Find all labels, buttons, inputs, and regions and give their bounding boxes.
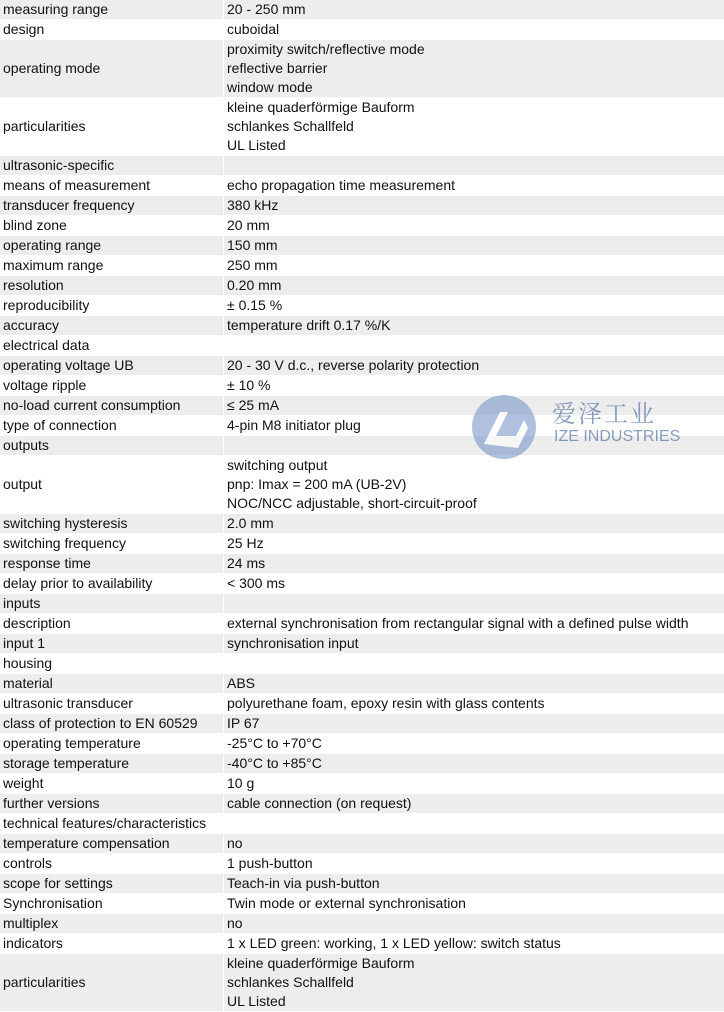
spec-value-line: 1 push-button: [227, 854, 721, 873]
spec-value-line: external synchronisation from rectangular signal with a defined pulse width: [227, 614, 721, 633]
spec-value-line: cuboidal: [227, 20, 721, 39]
spec-row: [0, 634, 724, 654]
spec-key: switching frequency: [0, 534, 224, 554]
spec-row: [0, 614, 724, 634]
spec-key: material: [0, 674, 224, 694]
spec-value-line: 380 kHz: [227, 196, 721, 215]
spec-key: Synchronisation: [0, 894, 224, 914]
spec-value-line: synchronisation input: [227, 634, 721, 653]
spec-value: [224, 376, 724, 396]
spec-key: temperature compensation: [0, 834, 224, 854]
spec-row: [0, 694, 724, 714]
spec-value-line: kleine quaderförmige Bauform: [227, 954, 721, 973]
spec-key: electrical data: [0, 336, 224, 356]
spec-value: [224, 794, 724, 814]
spec-value: [224, 854, 724, 874]
spec-value: [224, 814, 724, 834]
spec-value-line: < 300 ms: [227, 574, 721, 593]
spec-key: operating mode: [0, 40, 224, 98]
spec-value: [224, 654, 724, 674]
spec-value-line: 0.20 mm: [227, 276, 721, 295]
spec-value-line: 25 Hz: [227, 534, 721, 553]
spec-row: [0, 874, 724, 894]
spec-key: indicators: [0, 934, 224, 954]
spec-row: [0, 216, 724, 236]
spec-value: [224, 714, 724, 734]
spec-row: [0, 854, 724, 874]
spec-value: [224, 0, 724, 20]
spec-value-line: -40°C to +85°C: [227, 754, 721, 773]
spec-value-line: cable connection (on request): [227, 794, 721, 813]
spec-value: [224, 296, 724, 316]
spec-value: [224, 156, 724, 176]
spec-key: accuracy: [0, 316, 224, 336]
spec-value-line: -25°C to +70°C: [227, 734, 721, 753]
spec-row: [0, 674, 724, 694]
spec-key: inputs: [0, 594, 224, 614]
spec-value-line: window mode: [227, 78, 721, 97]
spec-value-line: temperature drift 0.17 %/K: [227, 316, 721, 335]
spec-row: [0, 396, 724, 416]
spec-value: [224, 456, 724, 514]
spec-value: [224, 554, 724, 574]
spec-value-line: Teach-in via push-button: [227, 874, 721, 893]
spec-value: [224, 874, 724, 894]
spec-key: multiplex: [0, 914, 224, 934]
spec-row: [0, 40, 724, 98]
spec-key: operating range: [0, 236, 224, 256]
spec-value-line: 2.0 mm: [227, 514, 721, 533]
spec-value-line: 10 g: [227, 774, 721, 793]
spec-row: [0, 336, 724, 356]
spec-value: [224, 694, 724, 714]
spec-value: [224, 774, 724, 794]
spec-key: switching hysteresis: [0, 514, 224, 534]
spec-row: [0, 20, 724, 40]
spec-value-line: UL Listed: [227, 136, 721, 155]
spec-value-line: switching output: [227, 456, 721, 475]
spec-value-line: ≤ 25 mA: [227, 396, 721, 415]
spec-value-line: NOC/NCC adjustable, short-circuit-proof: [227, 494, 721, 513]
spec-key: voltage ripple: [0, 376, 224, 396]
spec-key: controls: [0, 854, 224, 874]
spec-row: [0, 534, 724, 554]
spec-value-line: schlankes Schallfeld: [227, 117, 721, 136]
spec-value-line: 20 - 250 mm: [227, 0, 721, 19]
spec-value: [224, 216, 724, 236]
spec-value: [224, 396, 724, 416]
spec-value-line: 4-pin M8 initiator plug: [227, 416, 721, 435]
spec-value-line: proximity switch/reflective mode: [227, 40, 721, 59]
spec-key: reproducibility: [0, 296, 224, 316]
spec-row: [0, 514, 724, 534]
spec-row: [0, 594, 724, 614]
spec-value-line: reflective barrier: [227, 59, 721, 78]
spec-row: [0, 814, 724, 834]
spec-key: ultrasonic-specific: [0, 156, 224, 176]
spec-row: [0, 774, 724, 794]
spec-key: output: [0, 456, 224, 514]
spec-key: input 1: [0, 634, 224, 654]
spec-value-line: pnp: Imax = 200 mA (UB-2V): [227, 475, 721, 494]
spec-value-line: 24 ms: [227, 554, 721, 573]
spec-row: [0, 376, 724, 396]
spec-row: [0, 954, 724, 1012]
spec-key: delay prior to availability: [0, 574, 224, 594]
spec-row: [0, 574, 724, 594]
spec-value: [224, 614, 724, 634]
spec-key: housing: [0, 654, 224, 674]
spec-row: [0, 714, 724, 734]
spec-value-line: schlankes Schallfeld: [227, 973, 721, 992]
spec-value: [224, 934, 724, 954]
watermark-brand-en: IZE INDUSTRIES: [554, 428, 680, 446]
spec-value-line: ± 0.15 %: [227, 296, 721, 315]
spec-value: [224, 256, 724, 276]
spec-key: type of connection: [0, 416, 224, 436]
spec-value-line: kleine quaderförmige Bauform: [227, 98, 721, 117]
spec-value: [224, 316, 724, 336]
spec-value: [224, 416, 724, 436]
spec-row: [0, 894, 724, 914]
spec-value: [224, 574, 724, 594]
spec-key: description: [0, 614, 224, 634]
spec-value-line: UL Listed: [227, 992, 721, 1011]
spec-value: [224, 436, 724, 456]
spec-row: [0, 754, 724, 774]
watermark-brand-cn: 爱泽工业: [552, 394, 656, 429]
spec-value-line: Twin mode or external synchronisation: [227, 894, 721, 913]
spec-value-line: ± 10 %: [227, 376, 721, 395]
spec-value: [224, 674, 724, 694]
spec-row: [0, 296, 724, 316]
spec-row: [0, 456, 724, 514]
spec-value: [224, 594, 724, 614]
spec-row: [0, 156, 724, 176]
spec-key: maximum range: [0, 256, 224, 276]
spec-key: operating voltage UB: [0, 356, 224, 376]
spec-value-line: 1 x LED green: working, 1 x LED yellow: switch status: [227, 934, 721, 953]
spec-value: [224, 734, 724, 754]
spec-key: scope for settings: [0, 874, 224, 894]
spec-key: response time: [0, 554, 224, 574]
spec-value-line: 250 mm: [227, 256, 721, 275]
spec-key: weight: [0, 774, 224, 794]
spec-row: [0, 416, 724, 436]
spec-value-line: no: [227, 914, 721, 933]
spec-row: [0, 356, 724, 376]
spec-key: technical features/characteristics: [0, 814, 224, 834]
spec-row: [0, 934, 724, 954]
spec-value: [224, 514, 724, 534]
spec-value-line: polyurethane foam, epoxy resin with glass contents: [227, 694, 721, 713]
spec-row: [0, 554, 724, 574]
spec-value-line: 20 - 30 V d.c., reverse polarity protection: [227, 356, 721, 375]
spec-value: [224, 894, 724, 914]
spec-value: [224, 336, 724, 356]
spec-key: measuring range: [0, 0, 224, 20]
spec-key: further versions: [0, 794, 224, 814]
spec-row: [0, 834, 724, 854]
spec-key: no-load current consumption: [0, 396, 224, 416]
spec-value-line: 150 mm: [227, 236, 721, 255]
spec-row: [0, 734, 724, 754]
spec-value-line: echo propagation time measurement: [227, 176, 721, 195]
spec-value: [224, 40, 724, 98]
spec-value-line: IP 67: [227, 714, 721, 733]
spec-row: [0, 98, 724, 156]
spec-value: [224, 176, 724, 196]
spec-key: resolution: [0, 276, 224, 296]
spec-key: class of protection to EN 60529: [0, 714, 224, 734]
spec-key: particularities: [0, 98, 224, 156]
spec-row: [0, 794, 724, 814]
spec-row: [0, 256, 724, 276]
spec-value: [224, 534, 724, 554]
spec-row: [0, 436, 724, 456]
spec-row: [0, 276, 724, 296]
spec-value: [224, 276, 724, 296]
spec-value-line: 20 mm: [227, 216, 721, 235]
spec-row: [0, 0, 724, 20]
spec-value: [224, 954, 724, 1012]
spec-row: [0, 236, 724, 256]
spec-row: [0, 654, 724, 674]
spec-row: [0, 316, 724, 336]
spec-row: [0, 196, 724, 216]
spec-value-line: ABS: [227, 674, 721, 693]
spec-value: [224, 196, 724, 216]
spec-key: particularities: [0, 954, 224, 1012]
spec-value: [224, 236, 724, 256]
spec-value: [224, 914, 724, 934]
spec-value: [224, 834, 724, 854]
spec-key: storage temperature: [0, 754, 224, 774]
spec-key: outputs: [0, 436, 224, 456]
spec-value: [224, 20, 724, 40]
spec-value: [224, 98, 724, 156]
spec-value-line: no: [227, 834, 721, 853]
spec-value: [224, 634, 724, 654]
spec-key: blind zone: [0, 216, 224, 236]
spec-key: operating temperature: [0, 734, 224, 754]
spec-key: design: [0, 20, 224, 40]
spec-value: [224, 356, 724, 376]
spec-key: ultrasonic transducer: [0, 694, 224, 714]
spec-key: transducer frequency: [0, 196, 224, 216]
spec-value: [224, 754, 724, 774]
spec-row: [0, 914, 724, 934]
spec-key: means of measurement: [0, 176, 224, 196]
spec-row: [0, 176, 724, 196]
